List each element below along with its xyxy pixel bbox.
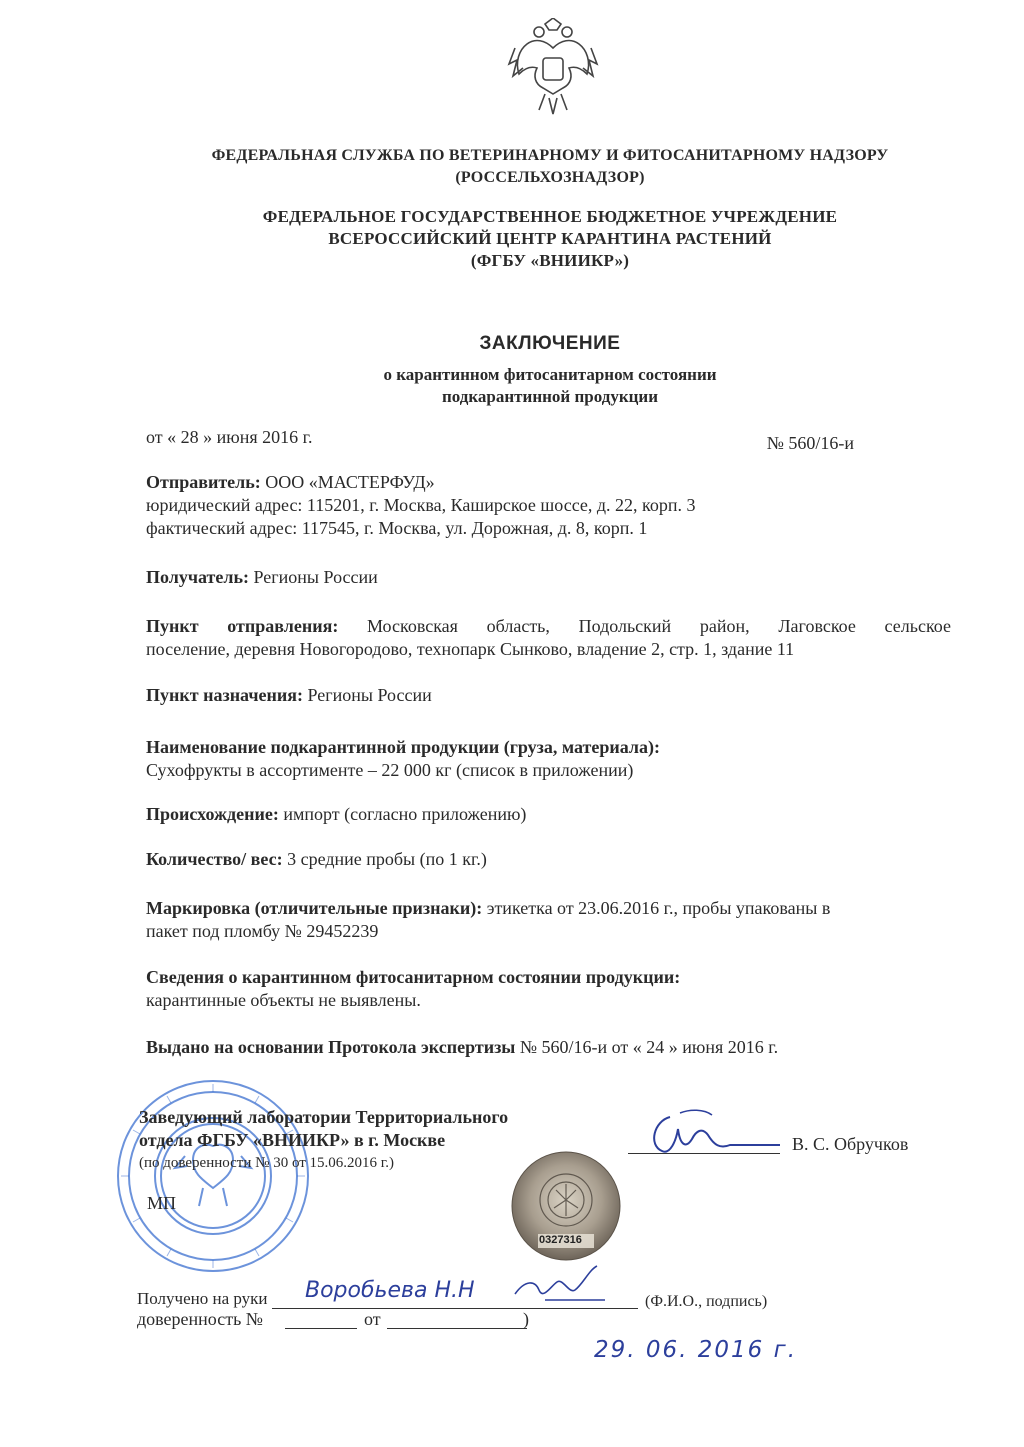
proxy-number-line [285, 1328, 357, 1329]
marking-value-line-1: этикетка от 23.06.2016 г., пробы упакованы в [482, 898, 831, 918]
marking-label: Маркировка (отличительные признаки): [146, 898, 483, 918]
status-block [146, 966, 951, 1012]
recipient-value: Регионы России [249, 567, 378, 587]
marking-block [146, 897, 951, 943]
institution-name [150, 206, 950, 272]
received-handwritten-name: Воробьева Н.Н [305, 1278, 475, 1303]
basis-value: № 560/16-и от « 24 » июня 2016 г. [515, 1037, 779, 1057]
signer-position [139, 1106, 639, 1175]
sender-value: ООО «МАСТЕРФУД» [260, 472, 435, 492]
hologram-number: 0327316 [539, 1234, 582, 1246]
agency-line-2: (РОССЕЛЬХОЗНАДЗОР) [455, 169, 645, 186]
institution-line-3: (ФГБУ «ВНИИКР») [470, 251, 630, 270]
sender-label: Отправитель: [146, 472, 261, 492]
recipient-block [146, 566, 951, 589]
product-block [146, 736, 951, 782]
subtitle-line-2: подкарантинной продукции [441, 387, 658, 406]
basis-block [146, 1036, 951, 1059]
quantity-label: Количество/ вес: [146, 849, 283, 869]
origin-label: Происхождение: [146, 804, 279, 824]
recipient-label: Получатель: [146, 567, 249, 587]
position-line-2: отдела ФГБУ «ВНИИКР» в г. Москве [139, 1130, 446, 1150]
dispatch-value-line-2: поселение, деревня Новогородово, технопарк Сынково, владение 2, стр. 1, здание 11 [146, 639, 795, 659]
destination-block [146, 684, 951, 707]
signature-line [628, 1153, 780, 1154]
document-title: ЗАКЛЮЧЕНИЕ [479, 333, 621, 354]
institution-line-1: ФЕДЕРАЛЬНОЕ ГОСУДАРСТВЕННОЕ БЮДЖЕТНОЕ УЧРЕЖДЕНИЕ [262, 207, 838, 226]
document-number: № 560/16-и [766, 433, 854, 453]
position-line-1: Заведующий лаборатории Территориального [139, 1107, 509, 1127]
agency-line-1: ФЕДЕРАЛЬНАЯ СЛУЖБА ПО ВЕТЕРИНАРНОМУ И ФИТОСАНИТАРНОМУ НАДЗОРУ [211, 147, 889, 164]
origin-block [146, 803, 951, 826]
proxy-date-line [387, 1328, 527, 1329]
proxy-close-paren: ) [523, 1309, 529, 1329]
basis-label: Выдано на основании Протокола экспертизы [146, 1037, 516, 1057]
destination-label: Пункт назначения: [146, 685, 303, 705]
signature-scribble-icon [630, 1105, 790, 1165]
quantity-block [146, 848, 951, 871]
legal-address: юридический адрес: 115201, г. Москва, Каширское шоссе, д. 22, корп. 3 [146, 495, 696, 515]
origin-value: импорт (согласно приложению) [278, 804, 527, 824]
document-date: от « 28 » июня 2016 г. [146, 427, 313, 447]
signer-name: В. С. Обручков [792, 1134, 909, 1154]
subtitle-line-1: о карантинном фитосанитарном состоянии [383, 365, 717, 384]
proxy-from-label: от [364, 1309, 381, 1329]
dispatch-value-line-1: Московская область, Подольский район, Лаговское сельское [338, 616, 951, 636]
proxy-note: (по доверенности № 30 от 15.06.2016 г.) [139, 1155, 395, 1171]
document-subtitle [150, 364, 950, 408]
dispatch-block [146, 615, 951, 661]
agency-name [150, 145, 950, 189]
eagle-emblem-icon [505, 18, 601, 116]
stamp-place-label: МП [147, 1193, 177, 1213]
product-label: Наименование подкарантинной продукции (груза, материала): [146, 737, 661, 757]
sender-block [146, 471, 951, 540]
fio-hint: (Ф.И.О., подпись) [645, 1293, 768, 1310]
received-signature-icon [505, 1260, 615, 1310]
institution-line-2: ВСЕРОССИЙСКИЙ ЦЕНТР КАРАНТИНА РАСТЕНИЙ [328, 229, 772, 248]
marking-value-line-2: пакет под пломбу № 29452239 [146, 921, 379, 941]
received-label: Получено на руки [137, 1289, 268, 1308]
handwritten-date: 29. 06. 2016 г. [594, 1337, 798, 1363]
status-value: карантинные объекты не выявлены. [146, 990, 421, 1010]
quantity-value: 3 средние пробы (по 1 кг.) [282, 849, 487, 869]
proxy-number-label: доверенность № [137, 1309, 263, 1329]
destination-value: Регионы России [302, 685, 432, 705]
dispatch-label: Пункт отправления: [146, 616, 339, 636]
actual-address: фактический адрес: 117545, г. Москва, ул. Дорожная, д. 8, корп. 1 [146, 518, 648, 538]
product-value: Сухофрукты в ассортименте – 22 000 кг (список в приложении) [146, 760, 634, 780]
status-label: Сведения о карантинном фитосанитарном состоянии продукции: [146, 967, 681, 987]
